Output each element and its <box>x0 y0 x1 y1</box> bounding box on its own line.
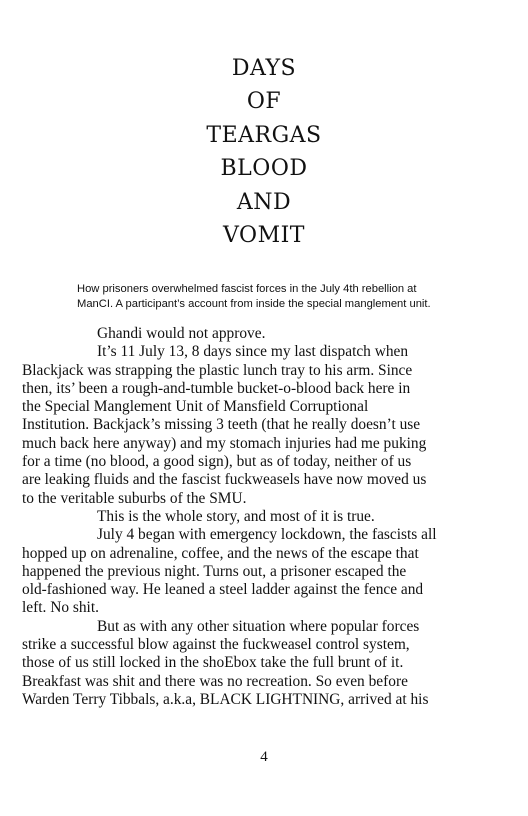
title-line: TEARGAS <box>206 122 322 148</box>
chapter-subtitle <box>77 282 477 311</box>
paragraph-line: Blackjack was strapping the plastic lunch tray to his arm. Since <box>22 361 413 379</box>
paragraph-line: the Special Manglement Unit of Mansfield Corruptional <box>22 398 369 416</box>
title-line: OF <box>246 89 282 115</box>
paragraph-line: happened the previous night. Turns out, a prisoner escaped the <box>22 562 407 580</box>
paragraph-line: are leaking fluids and the fascist fuckweasels have now moved us <box>22 471 427 489</box>
paragraph-line: old-fashioned way. He leaned a steel ladder against the fence and <box>22 581 424 599</box>
paragraph-line: Breakfast was shit and there was no recreation. So even before <box>22 672 408 690</box>
paragraph-line: those of us still locked in the shoEbox take the full brunt of it. <box>22 654 404 672</box>
body-text <box>22 325 512 709</box>
paragraph-line: It’s 11 July 13, 8 days since my last dispatch when <box>97 343 409 361</box>
subtitle-line: How prisoners overwhelmed fascist forces in the July 4th rebellion at <box>77 283 417 295</box>
paragraph-line: to the veritable suburbs of the SMU. <box>22 489 247 507</box>
paragraph-line: then, its’ been a rough-and-tumble bucket-o-blood back here in <box>22 379 411 397</box>
paragraph-line: Institution. Backjack’s missing 3 teeth (that he really doesn’t use <box>22 416 421 434</box>
paragraph-line: much back here anyway) and my stomach injuries had me puking <box>22 434 427 452</box>
paragraph-line: strike a successful blow against the fuckweasel control system, <box>22 636 410 654</box>
title-line: BLOOD <box>220 156 308 182</box>
paragraph-line: This is the whole story, and most of it is true. <box>97 507 375 525</box>
paragraph-line: But as with any other situation where popular forces <box>97 617 420 635</box>
paragraph-line: July 4 began with emergency lockdown, the fascists all <box>97 526 437 544</box>
paragraph-line: hopped up on adrenaline, coffee, and the news of the escape that <box>22 544 419 562</box>
subtitle-line: ManCI. A participant’s account from inside the special manglement unit. <box>77 297 431 310</box>
title-line: DAYS <box>231 56 297 81</box>
page-number: 4 <box>260 749 268 765</box>
paragraph-line: left. No shit. <box>22 599 99 617</box>
chapter-title <box>0 52 528 252</box>
title-line: AND <box>236 189 292 215</box>
paragraph-line: for a time (no blood, a good sign), but as of today, neither of us <box>22 453 412 471</box>
paragraph-line: Ghandi would not approve. <box>97 325 266 342</box>
title-line: VOMIT <box>223 223 305 249</box>
paragraph-line: Warden Terry Tibbals, a.k.a, BLACK LIGHTNING, arrived at his <box>22 690 429 708</box>
